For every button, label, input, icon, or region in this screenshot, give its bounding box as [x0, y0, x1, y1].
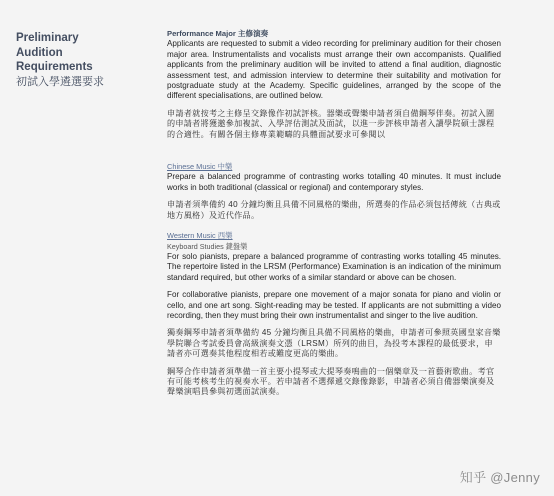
chinese-music-paragraph: Prepare a balanced programme of contrasting works totalling 40 minutes. It must include works in both traditional (classical or regional) and contemporary styles. — [167, 172, 501, 192]
intro-paragraph: Applicants are requested to submit a video recording for preliminary audition for their chosen major area. Instrumentalists and vocalists must arrange their own accompanists. Qualified applicants from the preliminary audition will be invited to attend a final audition, diagnostic assessment test, and admission interview to determine their suitability and motivation for postgraduate study at the Academy. Specific guidelines, arranged by the scope of the different specialisations, are outlined below. — [167, 39, 501, 101]
sidebar-title: Preliminary Audition Requirements — [16, 32, 93, 73]
chinese-music-heading: Chinese Music 中樂 — [167, 162, 233, 172]
chinese-music-paragraph-chinese: 申請者須準備約 40 分鐘均衡且具備不同風格的樂曲，所選奏的作品必須包括傳統（古典或地方風格）及近代作品。 — [167, 200, 501, 220]
sidebar-title-chinese: 初試入學遴選要求 — [16, 75, 104, 88]
main-content — [167, 29, 501, 398]
western-music-heading: Western Music 西樂 — [167, 231, 233, 241]
zhihu-watermark: 知乎 @Jenny — [459, 470, 540, 485]
collaborative-pianists-paragraph-chinese: 鋼琴合作申請者須準備一首主要小提琴或大提琴奏鳴曲的一個樂章及一首藝術歌曲。考官有可能考核考生的視奏水平。若申請者不選擇遞交錄像錄影，申請者必須自備器樂演奏及聲樂演唱員參與初選面試演奏。 — [167, 366, 495, 397]
keyboard-studies-subheading: Keyboard Studies 鍵盤樂 — [167, 241, 248, 251]
intro-paragraph-chinese: 申請者就按考之主修呈交錄像作初試評核。器樂或聲樂申請者須自備鋼琴伴奏。初試入圍的申請者將獲邀參加複試、入學評估測試及面試，以進一步評核申請者入讀學院碩士課程的合適性。有關各個主修專業範疇的具體面試要求可參閱以 — [167, 108, 495, 139]
solo-pianists-paragraph: For solo pianists, prepare a balanced programme of contrasting works totalling 45 minutes. The repertoire listed in the LRSM (Performance) Examination is an indication of the minimum standard required, but other works of a similar standard or above can be chosen. — [167, 251, 501, 282]
sidebar — [16, 31, 126, 89]
solo-pianists-paragraph-chinese: 獨奏鋼琴申請者須準備約 45 分鐘均衡且具備不同風格的樂曲，申請者可參照英國皇家音樂學院聯合考試委員會高級演奏文憑（LRSM）所列的曲目，為投考本課程的最低要求，申請者亦可選奏其他程度相若或難度更高的樂曲。 — [167, 328, 501, 359]
section-heading: Performance Major 主修演奏 — [167, 29, 269, 38]
collaborative-pianists-paragraph: For collaborative pianists, prepare one movement of a major sonata for piano and violin or cello, and one art song. Sight-reading may be tested. If applicants are not submitting a video recording, then they must bring their own instrumentalist and singer to the live audition. — [167, 290, 501, 320]
